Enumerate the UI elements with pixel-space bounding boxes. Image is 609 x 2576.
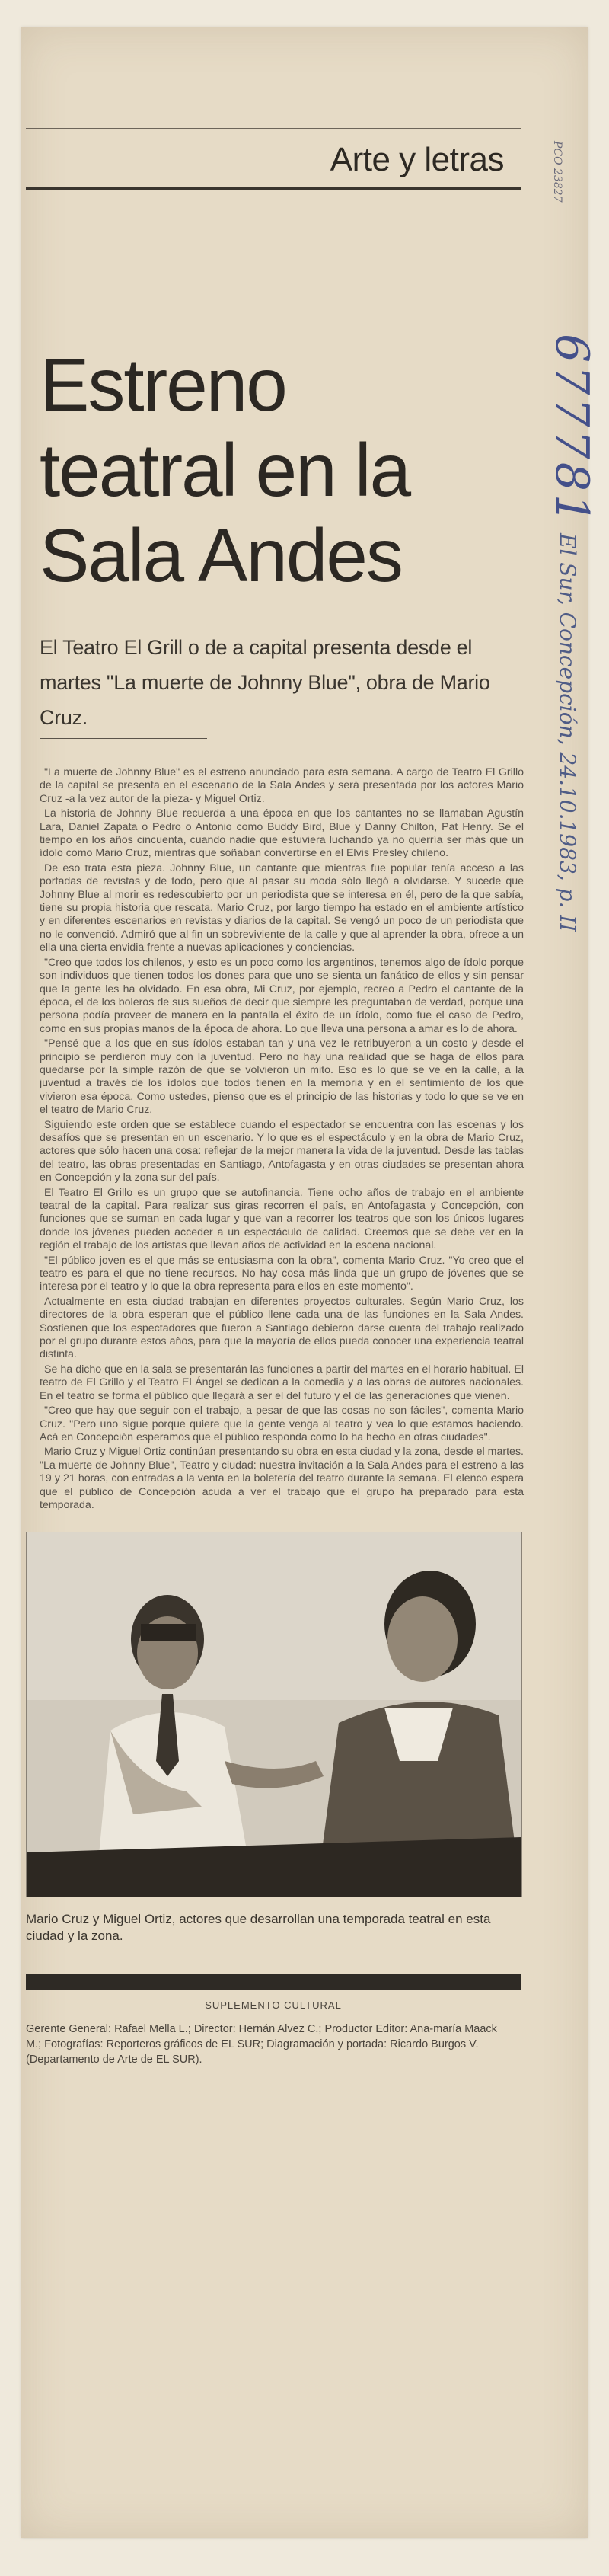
paragraph: De eso trata esta pieza. Johnny Blue, un cantante que mientras fue popular tenía acceso a las portadas de revistas y de todo, pero que al pasar su moda sólo llegó a olvidarse. Y sucede que Johnny Blue al morir es redescubierto por un periodista que se interesa en él, pero de la que sabía, tiene su propia historia que rescata. Mario Cruz, por largo tiempo ha estado en el ambiente artístico y en diferentes escenarios en revistas y diarios de la capital. Se vengó un poco de un periodista que no le convenció. Admiró que al fin un sobreviviente de la calle y que al aprender la obra, ofrece a un ella una cierta envidia frente a nuevas aplicaciones y conciencias. xyxy=(40,861,524,954)
subheadline: El Teatro El Grill o de a capital presenta desde el martes "La muerte de Johnny Blue", obra de Mario Cruz. xyxy=(40,636,490,729)
paragraph: Siguiendo este orden que se establece cuando el espectador se encuentra con las escenas y los desafíos que se presentan en un escenario. Y lo que es el espectáculo y en la obra de Mario Cruz, actores que sólo hacen una cosa: reflejar de la mejor manera la vida de la juventud. Desde las tablas del teatro, las obras presentadas en Santiago, Antofagasta y en otras ciudades se presentan ahora en Concepción y la zona sur del país. xyxy=(40,1118,524,1184)
handwritten-source-note: El Sur, Concepción, 24.10.1983, p. II xyxy=(555,533,580,932)
headline-line-2: teatral en la xyxy=(40,428,410,512)
footer-rule xyxy=(26,1974,521,1990)
archive-code: 677781 xyxy=(545,334,598,527)
actors-photo xyxy=(26,1532,522,1897)
supplement-title: SUPLEMENTO CULTURAL xyxy=(205,1999,342,2012)
paragraph: "La muerte de Johnny Blue" es el estreno anunciado para esta semana. A cargo de Teatro El Grillo de la capital se presenta en el escenario de la Sala Andes y será presentada por los actores Mario Cruz -a la vez autor de la pieza- y Miguel Ortiz. xyxy=(40,766,524,805)
photo-caption: Mario Cruz y Miguel Ortiz, actores que desarrollan una temporada teatral en esta ciudad y la zona. xyxy=(26,1912,491,1944)
paragraph: La historia de Johnny Blue recuerda a una época en que los cantantes no se llamaban Agustín Lara, Daniel Zapata o Pedro o Antonio como Buddy Bird, Blue y Danny Chilton, Pat Henry. Se el tiempo en los años cincuenta, cuando nadie que estuviera luchando ya no querría ser más que un ídolo como Mario Cruz, mientras que soñaban convertirse en el Elvis Presley chileno. xyxy=(40,807,524,860)
section-header xyxy=(26,128,521,190)
article-body-container xyxy=(26,342,524,1512)
paragraph: El Teatro El Grillo es un grupo que se autofinancia. Tiene ocho años de trabajo en el ambiente teatral de la capital. Para realizar sus giras recorren el país, en Antofagasta y Concepción, con funciones que se suman en cada lugar y que van a recorrer los teatros que son los únicos lugares donde los jóvenes pueden acceder a un espectáculo de calidad. Creemos que se debe ver en la región el trabajo de los artistas que llevan años de actividad en la escena nacional. xyxy=(40,1186,524,1252)
photo-illustration xyxy=(27,1532,521,1897)
paragraph: Se ha dicho que en la sala se presentarán las funciones a partir del martes en el horario habitual. El teatro de El Grillo y el Teatro El Ángel se dedican a la comedia y a las obras de autores nacionales. En el teatro se forma el público que llegará a ser el del futuro y el de las generaciones que vienen. xyxy=(40,1363,524,1402)
paragraph: Mario Cruz y Miguel Ortiz continúan presentando su obra en esta ciudad y la zona, desde el martes. "La muerte de Johnny Blue", Teatro y ciudad: nuestra invitación a la Sala Andes para el estreno a las 19 y 21 horas, con entradas a la venta en la boletería del teatro durante la semana. El elenco espera que el público de Concepción acuda a ver el trabajo que el grupo ha preparado para esta temporada. xyxy=(40,1446,524,1511)
headline xyxy=(40,342,518,598)
subhead-underline xyxy=(40,738,207,739)
headline-line-1: Estreno xyxy=(40,343,286,427)
archive-note: PCO 23827 xyxy=(551,141,563,203)
headline-line-3: Sala Andes xyxy=(40,513,402,597)
paragraph: Actualmente en esta ciudad trabajan en diferentes proyectos culturales. Según Mario Cruz, los directores de la obra esperan que el público llene cada una de las funciones en la Sala Andes. Sostienen que los espectadores que fueron a Santiago debieron darse cuenta del trabajo realizado por el grupo durante estos años, para que la mayoría de ellos pueda conocer una experiencia teatral distinta. xyxy=(40,1295,524,1361)
paragraph: "El público joven es el que más se entusiasma con la obra", comenta Mario Cruz. "Yo creo que el teatro es para el que no tiene recursos. No hay cosa más linda que un grupo de jóvenes que se interesa por el teatro y lo que la obra representa para ellos en este momento". xyxy=(40,1254,524,1293)
paragraph: "Pensé que a los que en sus ídolos estaban tan y una vez le retribuyeron a un costo y desde el principio se perdieron muy con la juventud. Pero no hay una realidad que se haga de ellos para quedarse por la simple razón de que se volvieron un mito. Eso es lo que se ve en la calle, a la juventud a través de los ídolos que todos tienen en la memoria y en el sentimiento de los que vivieron esa época. Como ustedes, pienso que es el principio de las historias y todo lo que se ve en el teatro de Mario Cruz. xyxy=(40,1037,524,1117)
photo-block xyxy=(26,1532,521,1945)
paragraph: "Creo que hay que seguir con el trabajo, a pesar de que las cosas no son fáciles", comenta Mario Cruz. "Pero uno sigue porque quiere que la gente venga al teatro y vea lo que estamos haciendo. Acá en Concepción esperamos que el público responda como lo ha hecho en otras ciudades". xyxy=(40,1405,524,1443)
article-text xyxy=(40,766,524,1512)
paragraph: "Creo que todos los chilenos, y esto es un poco como los argentinos, tenemos algo de ídolo porque son individuos que tienen todos los dones para que uno se sienta un fanático de ellos y sin pensar que la gente les ha olvidado. En esa obra, Mi Cruz, por ejemplo, recreo a Pedro el cantante de la época, el de los boleros de sus sueños de decir que siempre les preguntaban de verdad, porque una persona podía proveer de manera en la pantalla el éxito de un ídolo, como fue el caso de Pedro, como en sus propias manos de la época de ahora. Lo que lleva una persona a amar es lo de ahora. xyxy=(40,956,524,1035)
section-title: Arte y letras xyxy=(330,141,504,178)
article-clipping xyxy=(26,128,524,2337)
staff-credits: Gerente General: Rafael Mella L.; Director: Hernán Alvez C.; Productor Editor: Ana-maría Maack M.; Fotografías: Reporteros gráficos de EL SUR; Diagramación y portada: Ricardo Burgos V. (Departamento de Arte de EL SUR). xyxy=(26,2023,497,2066)
